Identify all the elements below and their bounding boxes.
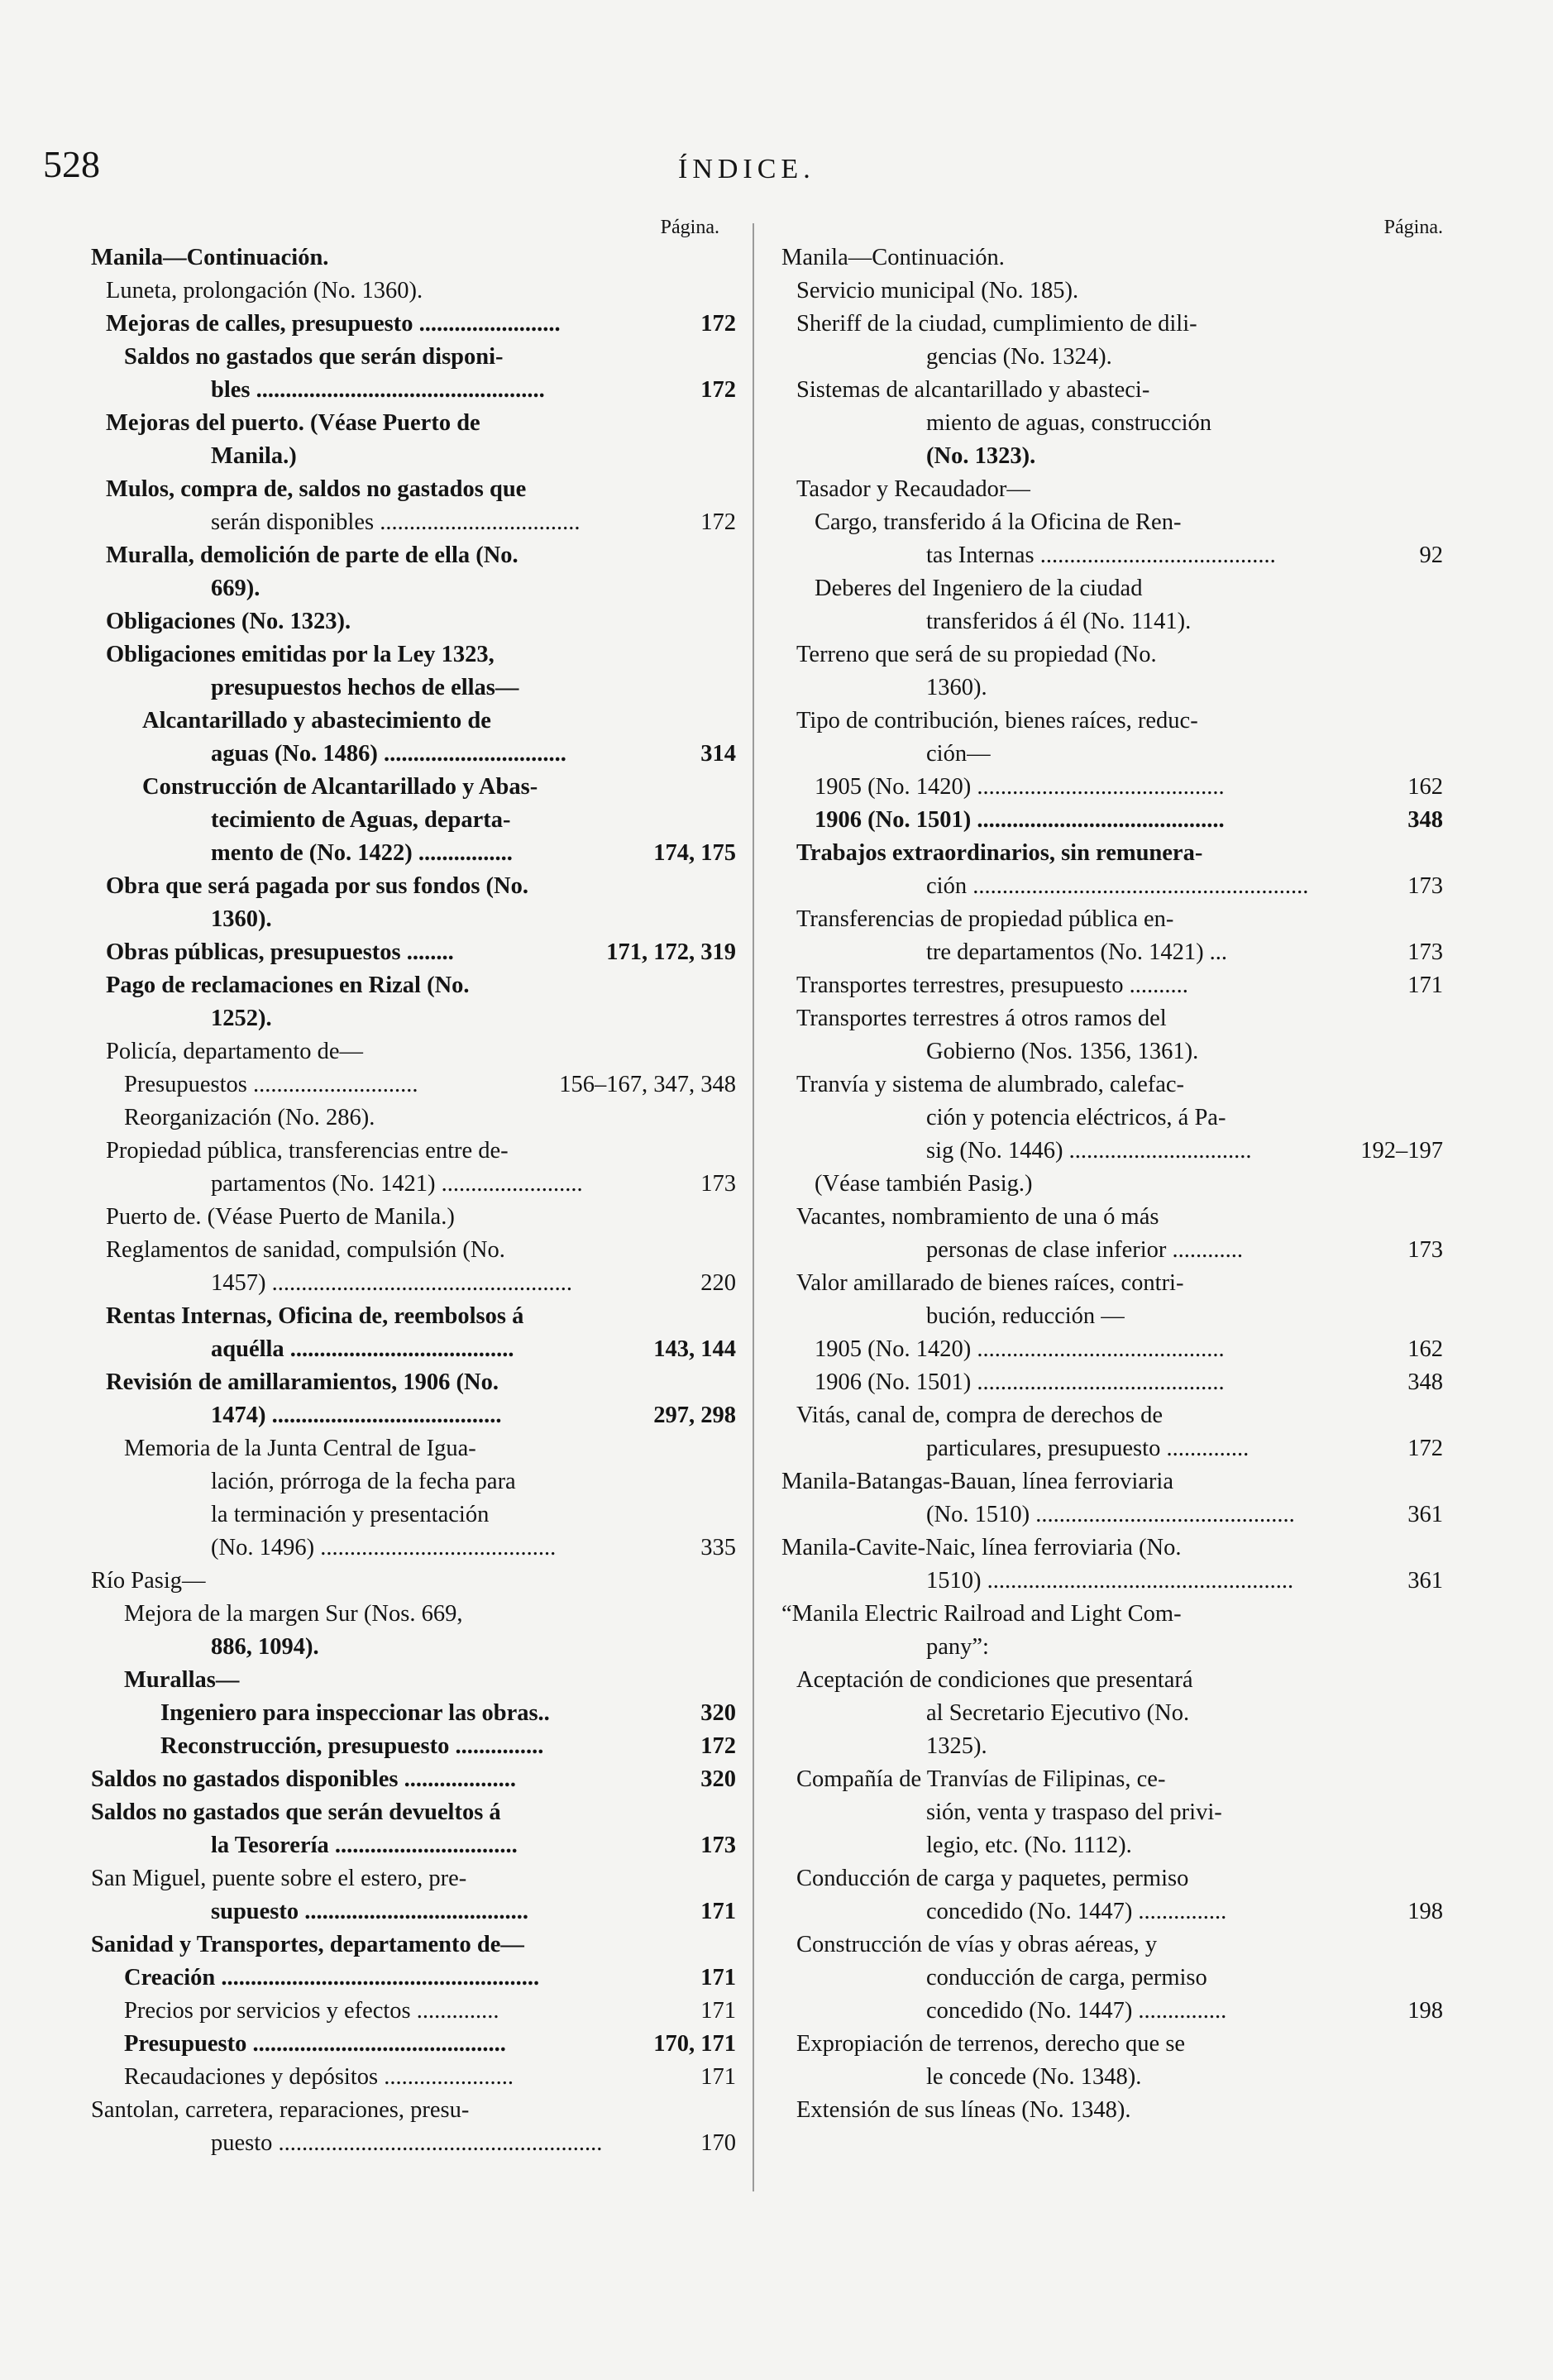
entry-text: Manila—Continuación. xyxy=(781,245,1005,270)
page-ref: 171 xyxy=(700,1998,736,2024)
entry-text: 1906 (No. 1501) .......................................... xyxy=(815,807,1225,833)
page-ref: 156–167, 347, 348 xyxy=(559,1072,736,1097)
entry-text: personas de clase inferior ............ xyxy=(926,1237,1244,1263)
entry-text: Revisión de amillaramientos, 1906 (No. xyxy=(106,1369,499,1395)
index-entry xyxy=(91,2127,736,2160)
page-title: ÍNDICE. xyxy=(678,154,815,184)
index-entry xyxy=(91,1135,736,1168)
page-ref: 171 xyxy=(700,2064,736,2090)
entry-text: le concede (No. 1348). xyxy=(926,2064,1142,2090)
index-entry xyxy=(781,903,1443,936)
entry-text: Creación ...................................................... xyxy=(124,1965,540,1991)
entry-text: Presupuestos ............................ xyxy=(124,1072,418,1097)
index-entry xyxy=(91,1498,736,1532)
entry-text: ción y potencia eléctricos, á Pa- xyxy=(926,1105,1226,1130)
entry-text: 669). xyxy=(211,576,260,601)
entry-text: Reconstrucción, presupuesto ............... xyxy=(160,1733,544,1759)
page-ref: 170 xyxy=(700,2130,736,2156)
index-entry xyxy=(781,2028,1443,2061)
entry-text: aguas (No. 1486) ............................... xyxy=(211,741,566,767)
page-ref: 172 xyxy=(1407,1436,1443,1461)
index-entry xyxy=(781,1465,1443,1498)
page-ref: 297, 298 xyxy=(653,1403,736,1428)
index-entry xyxy=(781,638,1443,671)
index-entry xyxy=(91,705,736,738)
entry-text: Compañía de Tranvías de Filipinas, ce- xyxy=(796,1766,1166,1792)
entry-text: la Tesorería ............................... xyxy=(211,1833,518,1858)
page-ref: 170, 171 xyxy=(653,2031,736,2057)
entry-text: Río Pasig— xyxy=(91,1568,206,1594)
index-entry xyxy=(91,2094,736,2127)
index-entry xyxy=(781,804,1443,837)
entry-text: Muralla, demolición de parte de ella (No. xyxy=(106,542,518,568)
entry-text: presupuestos hechos de ellas— xyxy=(211,675,519,700)
index-entry xyxy=(91,837,736,870)
index-entry xyxy=(91,275,736,308)
entry-text: tas Internas ........................................ xyxy=(926,542,1276,568)
entry-text: Mejora de la margen Sur (Nos. 669, xyxy=(124,1601,463,1627)
page-ref: 162 xyxy=(1407,774,1443,800)
entry-text: Transportes terrestres á otros ramos del xyxy=(796,1006,1167,1031)
entry-text: sig (No. 1446) ............................... xyxy=(926,1138,1252,1164)
entry-text: (No. 1323). xyxy=(926,443,1036,469)
page-ref: 320 xyxy=(700,1766,736,1792)
entry-text: partamentos (No. 1421) ........................ xyxy=(211,1171,583,1197)
entry-text: Alcantarillado y abastecimiento de xyxy=(142,708,491,734)
index-entry xyxy=(781,1532,1443,1565)
entry-text: Pago de reclamaciones en Rizal (No. xyxy=(106,973,470,998)
index-entry xyxy=(781,1565,1443,1598)
index-entry xyxy=(781,1598,1443,1631)
page-ref: 220 xyxy=(700,1270,736,1296)
entry-text: Reorganización (No. 286). xyxy=(124,1105,375,1130)
entry-text: Saldos no gastados que serán devueltos á xyxy=(91,1799,501,1825)
index-entry xyxy=(781,1829,1443,1862)
entry-text: serán disponibles .................................. xyxy=(211,509,581,535)
index-entry xyxy=(91,738,736,771)
index-entry xyxy=(781,1102,1443,1135)
entry-text: Manila—Continuación. xyxy=(91,245,329,270)
index-entry xyxy=(781,969,1443,1002)
index-entry xyxy=(781,374,1443,407)
index-entry xyxy=(91,638,736,671)
entry-text: Transportes terrestres, presupuesto .......... xyxy=(796,973,1188,998)
entry-text: bución, reducción — xyxy=(926,1303,1125,1329)
index-entry xyxy=(91,1234,736,1267)
index-entry xyxy=(91,1664,736,1697)
index-entry xyxy=(781,1035,1443,1068)
page-ref: 198 xyxy=(1407,1998,1443,2024)
index-entry xyxy=(781,2061,1443,2094)
page-ref: 171, 172, 319 xyxy=(606,939,736,965)
entry-text: Deberes del Ingeniero de la ciudad xyxy=(815,576,1143,601)
index-entry xyxy=(91,1565,736,1598)
entry-text: Puerto de. (Véase Puerto de Manila.) xyxy=(106,1204,455,1230)
index-entry xyxy=(781,1498,1443,1532)
entry-text: Reglamentos de sanidad, compulsión (No. xyxy=(106,1237,505,1263)
index-entry xyxy=(91,506,736,539)
index-entry xyxy=(781,1234,1443,1267)
index-entry xyxy=(91,605,736,638)
index-entry xyxy=(781,605,1443,638)
page-ref: 171 xyxy=(700,1965,736,1991)
entry-text: (No. 1510) ............................................ xyxy=(926,1502,1295,1527)
page-ref: 361 xyxy=(1407,1502,1443,1527)
page-ref: 348 xyxy=(1407,807,1443,833)
page-ref: 173 xyxy=(1407,1237,1443,1263)
index-entry xyxy=(91,407,736,440)
index-entry xyxy=(781,870,1443,903)
index-entry xyxy=(91,1102,736,1135)
index-entry xyxy=(781,1168,1443,1201)
index-entry xyxy=(781,2094,1443,2127)
entry-text: Trabajos extraordinarios, sin remunera- xyxy=(796,840,1203,866)
page-ref: 173 xyxy=(1407,939,1443,965)
page-ref: 348 xyxy=(1407,1369,1443,1395)
index-entry xyxy=(781,1995,1443,2028)
entry-text: Murallas— xyxy=(124,1667,240,1693)
entry-text: 1360). xyxy=(211,906,272,932)
index-entry xyxy=(781,1432,1443,1465)
entry-text: Policía, departamento de— xyxy=(106,1039,364,1064)
entry-text: Saldos no gastados que serán disponi- xyxy=(124,344,504,370)
page-ref: 361 xyxy=(1407,1568,1443,1594)
index-entry xyxy=(781,1730,1443,1763)
index-entry xyxy=(91,1796,736,1829)
index-entry xyxy=(781,705,1443,738)
entry-text: sión, venta y traspaso del privi- xyxy=(926,1799,1222,1825)
entry-text: Valor amillarado de bienes raíces, contri- xyxy=(796,1270,1184,1296)
index-entry xyxy=(781,572,1443,605)
entry-text: tre departamentos (No. 1421) ... xyxy=(926,939,1228,965)
entry-text: Construcción de vías y obras aéreas, y xyxy=(796,1932,1158,1957)
index-entry xyxy=(781,1135,1443,1168)
entry-text: 1457) ................................................... xyxy=(211,1270,572,1296)
index-entry xyxy=(781,1697,1443,1730)
index-entry xyxy=(781,771,1443,804)
index-entry xyxy=(781,1763,1443,1796)
index-entry xyxy=(91,341,736,374)
index-entry xyxy=(91,671,736,705)
index-entry xyxy=(91,1068,736,1102)
index-entry xyxy=(91,1035,736,1068)
index-column-right xyxy=(781,217,1443,2127)
entry-text: Mulos, compra de, saldos no gastados que xyxy=(106,476,527,502)
entry-text: supuesto ...................................... xyxy=(211,1899,528,1924)
page-ref: 171 xyxy=(700,1899,736,1924)
index-entry xyxy=(91,572,736,605)
index-entry xyxy=(91,1895,736,1928)
page-ref: 174, 175 xyxy=(653,840,736,866)
entry-text: (No. 1496) ........................................ xyxy=(211,1535,557,1560)
page-ref: 173 xyxy=(1407,873,1443,899)
index-entry xyxy=(781,275,1443,308)
entry-text: Luneta, prolongación (No. 1360). xyxy=(106,278,423,303)
index-entry xyxy=(781,1895,1443,1928)
index-entry xyxy=(781,1862,1443,1895)
entry-text: pany”: xyxy=(926,1634,989,1660)
entry-text: Sheriff de la ciudad, cumplimiento de dili- xyxy=(796,311,1197,337)
entry-text: Cargo, transferido á la Oficina de Ren- xyxy=(815,509,1182,535)
entry-text: Rentas Internas, Oficina de, reembolsos á xyxy=(106,1303,524,1329)
entry-text: Manila.) xyxy=(211,443,297,469)
entry-text: 1252). xyxy=(211,1006,272,1031)
index-entry xyxy=(781,1399,1443,1432)
entry-text: 886, 1094). xyxy=(211,1634,319,1660)
entry-text: Servicio municipal (No. 185). xyxy=(796,278,1079,303)
entry-text: Vitás, canal de, compra de derechos de xyxy=(796,1403,1164,1428)
entry-text: al Secretario Ejecutivo (No. xyxy=(926,1700,1190,1726)
entry-text: Gobierno (Nos. 1356, 1361). xyxy=(926,1039,1199,1064)
index-entry xyxy=(91,1730,736,1763)
index-entry xyxy=(781,1002,1443,1035)
index-entries xyxy=(91,241,736,2160)
index-entry xyxy=(781,407,1443,440)
page-ref: 320 xyxy=(700,1700,736,1726)
entry-text: Manila-Cavite-Naic, línea ferroviaria (No. xyxy=(781,1535,1182,1560)
entry-text: Obra que será pagada por sus fondos (No. xyxy=(106,873,528,899)
index-entry xyxy=(781,671,1443,705)
entry-text: 1474) ....................................... xyxy=(211,1403,502,1428)
entry-text: Propiedad pública, transferencias entre de- xyxy=(106,1138,509,1164)
entry-text: transferidos á él (No. 1141). xyxy=(926,609,1192,634)
index-entry xyxy=(781,1631,1443,1664)
index-entry xyxy=(781,837,1443,870)
page-ref: 314 xyxy=(700,741,736,767)
column-divider xyxy=(753,223,754,2191)
entry-text: Transferencias de propiedad pública en- xyxy=(796,906,1174,932)
entry-text: Terreno que será de su propiedad (No. xyxy=(796,642,1157,667)
entry-text: particulares, presupuesto .............. xyxy=(926,1436,1250,1461)
index-entry xyxy=(91,804,736,837)
page-ref: 143, 144 xyxy=(653,1336,736,1362)
index-column-left xyxy=(91,217,736,2160)
index-entry xyxy=(781,738,1443,771)
entry-text: Manila-Batangas-Bauan, línea ferroviaria xyxy=(781,1469,1173,1494)
entry-text: lación, prórroga de la fecha para xyxy=(211,1469,516,1494)
index-entry xyxy=(91,1631,736,1664)
entry-text: la terminación y presentación xyxy=(211,1502,490,1527)
index-entry xyxy=(91,1002,736,1035)
entry-text: Construcción de Alcantarillado y Abas- xyxy=(142,774,538,800)
index-entry xyxy=(91,771,736,804)
entry-text: bles ................................................. xyxy=(211,377,545,403)
entry-text: Mejoras del puerto. (Véase Puerto de xyxy=(106,410,480,436)
index-entry xyxy=(91,903,736,936)
entry-text: concedido (No. 1447) ............... xyxy=(926,1998,1227,2024)
index-entry xyxy=(781,1300,1443,1333)
index-entry xyxy=(91,473,736,506)
entry-text: legio, etc. (No. 1112). xyxy=(926,1833,1132,1858)
index-entry xyxy=(781,473,1443,506)
entry-text: Expropiación de terrenos, derecho que se xyxy=(796,2031,1186,2057)
pagina-heading: Página. xyxy=(1383,217,1443,238)
index-entry xyxy=(91,1532,736,1565)
index-entry xyxy=(781,1201,1443,1234)
index-entry xyxy=(91,936,736,969)
entry-text: Recaudaciones y depósitos ...................... xyxy=(124,2064,514,2090)
index-entry xyxy=(91,539,736,572)
entry-text: Conducción de carga y paquetes, permiso xyxy=(796,1866,1189,1891)
page-number: 528 xyxy=(43,143,100,185)
page-ref: 173 xyxy=(700,1171,736,1197)
index-entry xyxy=(781,1928,1443,1962)
index-entry xyxy=(781,440,1443,473)
entry-text: Aceptación de condiciones que presentará xyxy=(796,1667,1193,1693)
index-entries xyxy=(781,241,1443,2127)
index-entry xyxy=(91,1399,736,1432)
index-entry xyxy=(91,1465,736,1498)
entry-text: Santolan, carretera, reparaciones, presu- xyxy=(91,2097,470,2123)
entry-text: Extensión de sus líneas (No. 1348). xyxy=(796,2097,1131,2123)
entry-text: Presupuesto ........................................... xyxy=(124,2031,506,2057)
entry-text: 1325). xyxy=(926,1733,987,1759)
entry-text: 1906 (No. 1501) .......................................... xyxy=(815,1369,1225,1395)
entry-text: (Véase también Pasig.) xyxy=(815,1171,1033,1197)
index-entry xyxy=(91,1598,736,1631)
entry-text: Sistemas de alcantarillado y abasteci- xyxy=(796,377,1150,403)
index-entry xyxy=(91,1763,736,1796)
index-entry xyxy=(781,1068,1443,1102)
entry-text: Ingeniero para inspeccionar las obras.. xyxy=(160,1700,550,1726)
index-entry xyxy=(781,1664,1443,1697)
index-entry xyxy=(91,1928,736,1962)
index-entry xyxy=(781,341,1443,374)
index-entry xyxy=(781,1796,1443,1829)
index-entry xyxy=(91,440,736,473)
entry-text: puesto ....................................................... xyxy=(211,2130,603,2156)
entry-text: 1510) .................................................... xyxy=(926,1568,1294,1594)
entry-text: Precios por servicios y efectos .............. xyxy=(124,1998,499,2024)
page-ref: 171 xyxy=(1407,973,1443,998)
entry-text: Obras públicas, presupuestos ........ xyxy=(106,939,454,965)
page-ref: 335 xyxy=(700,1535,736,1560)
entry-text: tecimiento de Aguas, departa- xyxy=(211,807,511,833)
entry-text: ción— xyxy=(926,741,991,767)
entry-text: Tasador y Recaudador— xyxy=(796,476,1030,502)
entry-text: aquélla ...................................... xyxy=(211,1336,514,1362)
entry-text: Vacantes, nombramiento de una ó más xyxy=(796,1204,1159,1230)
index-entry xyxy=(91,1267,736,1300)
index-entry xyxy=(91,870,736,903)
index-entry xyxy=(91,2028,736,2061)
index-entry xyxy=(91,1168,736,1201)
entry-text: San Miguel, puente sobre el estero, pre- xyxy=(91,1866,467,1891)
entry-text: Obligaciones (No. 1323). xyxy=(106,609,351,634)
index-entry xyxy=(91,374,736,407)
pagina-heading: Página. xyxy=(660,217,719,238)
index-entry xyxy=(91,1333,736,1366)
entry-text: Memoria de la Junta Central de Igua- xyxy=(124,1436,476,1461)
page-ref: 173 xyxy=(700,1833,736,1858)
index-entry xyxy=(91,1862,736,1895)
index-entry xyxy=(781,539,1443,572)
index-entry xyxy=(781,1333,1443,1366)
entry-text: Tranvía y sistema de alumbrado, calefac- xyxy=(796,1072,1185,1097)
page-ref: 172 xyxy=(700,311,736,337)
index-entry xyxy=(91,2061,736,2094)
index-entry xyxy=(91,1962,736,1995)
index-entry xyxy=(781,506,1443,539)
page-ref: 162 xyxy=(1407,1336,1443,1362)
entry-text: miento de aguas, construcción xyxy=(926,410,1212,436)
page-ref: 172 xyxy=(700,377,736,403)
index-entry xyxy=(91,1201,736,1234)
page-ref: 198 xyxy=(1407,1899,1443,1924)
index-entry xyxy=(781,1267,1443,1300)
index-entry xyxy=(91,1366,736,1399)
index-entry xyxy=(91,308,736,341)
page-ref: 172 xyxy=(700,509,736,535)
entry-text: conducción de carga, permiso xyxy=(926,1965,1207,1991)
page-ref: 92 xyxy=(1419,542,1443,568)
index-entry xyxy=(91,1300,736,1333)
entry-text: 1905 (No. 1420) .......................................... xyxy=(815,1336,1225,1362)
index-entry xyxy=(91,1697,736,1730)
entry-text: mento de (No. 1422) ................ xyxy=(211,840,513,866)
index-entry xyxy=(91,1995,736,2028)
entry-text: Mejoras de calles, presupuesto ........................ xyxy=(106,311,561,337)
entry-text: Sanidad y Transportes, departamento de— xyxy=(91,1932,524,1957)
entry-text: 1905 (No. 1420) .......................................... xyxy=(815,774,1225,800)
entry-text: Tipo de contribución, bienes raíces, reduc- xyxy=(796,708,1198,734)
entry-text: “Manila Electric Railroad and Light Com- xyxy=(781,1601,1182,1627)
page-ref: 172 xyxy=(700,1733,736,1759)
entry-text: Saldos no gastados disponibles ................... xyxy=(91,1766,516,1792)
entry-text: concedido (No. 1447) ............... xyxy=(926,1899,1227,1924)
index-entry xyxy=(781,936,1443,969)
index-entry xyxy=(91,241,736,275)
index-entry xyxy=(781,241,1443,275)
index-entry xyxy=(781,1366,1443,1399)
index-entry xyxy=(91,1432,736,1465)
page-ref: 192–197 xyxy=(1360,1138,1443,1164)
index-entry xyxy=(781,1962,1443,1995)
entry-text: Obligaciones emitidas por la Ley 1323, xyxy=(106,642,495,667)
entry-text: ción ......................................................... xyxy=(926,873,1309,899)
index-entry xyxy=(91,1829,736,1862)
index-entry xyxy=(91,969,736,1002)
index-entry xyxy=(781,308,1443,341)
entry-text: gencias (No. 1324). xyxy=(926,344,1112,370)
entry-text: 1360). xyxy=(926,675,987,700)
